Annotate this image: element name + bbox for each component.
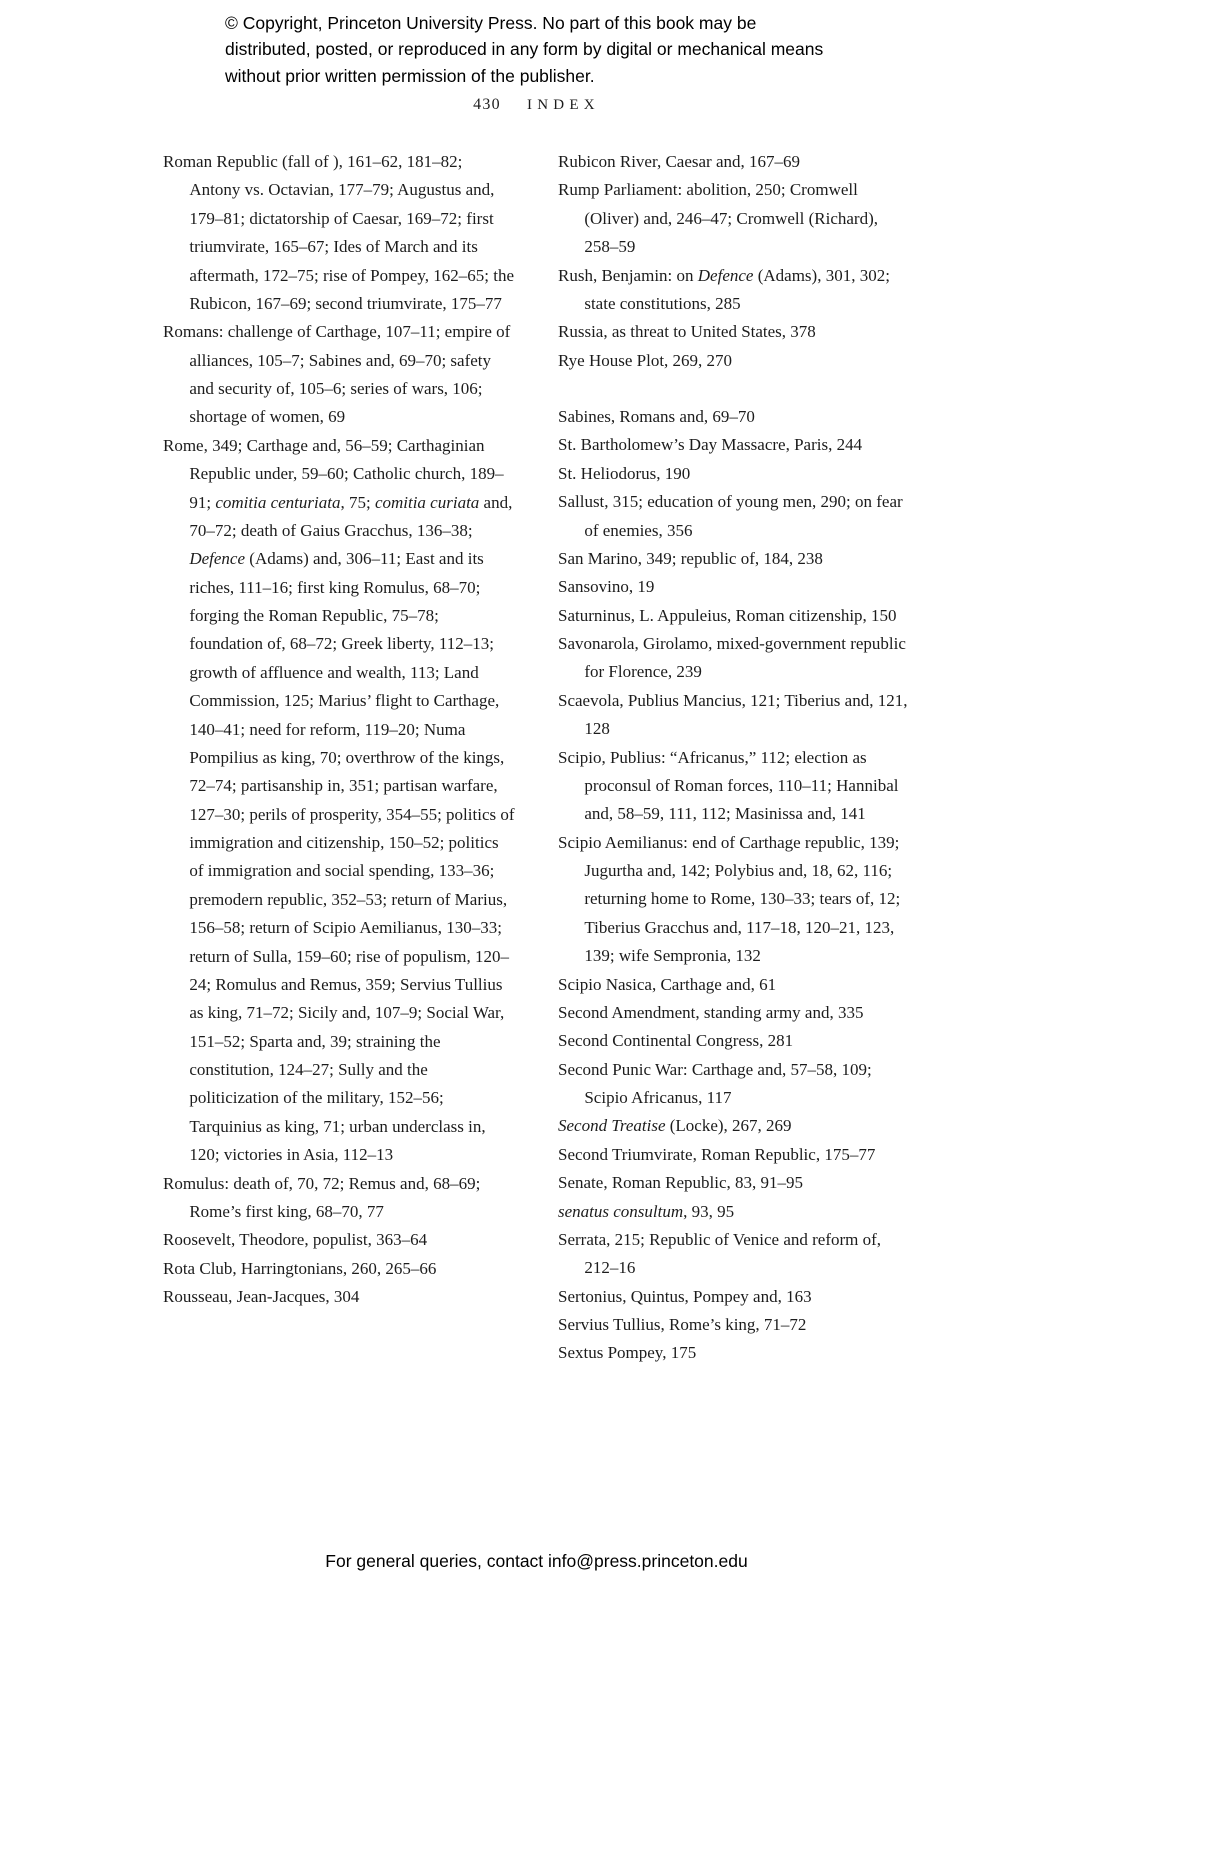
index-entry-text: Serrata, 215; Republic of Venice and reform of, 212–16 [558,1229,882,1278]
index-entry-text: Sansovino, 19 [558,577,655,597]
index-entry [558,687,910,744]
index-entry [558,630,910,687]
footer-query-note: For general queries, contact info@press.princeton.edu [325,1551,748,1571]
index-entry-text: Rubicon River, Caesar and, 167–69 [558,152,800,171]
copyright-notice: © Copyright, Princeton University Press. No part of this book may be distributed, posted, or reproduced in any form by digital or mechanical means without prior written permission of the publisher. [225,13,824,86]
index-entry-text: Romulus: death of, 70, 72; Remus and, 68–69; Rome’s first king, 68–70, 77 [163,1173,481,1221]
index-entry [558,1027,910,1055]
index-entry [558,431,910,459]
index-columns [163,148,910,1368]
index-entry-text: Second Amendment, standing army and, 335 [558,1002,864,1022]
index-entry-text: Rye House Plot, 269, 270 [558,350,733,370]
index-entry-text: Saturninus, L. Appuleius, Roman citizenship, 150 [558,605,897,625]
index-entry-text: Sabines, Romans and, 69–70 [558,407,755,426]
index-entry-italic-text: comitia centuriata [215,492,341,512]
index-entry-text: (Adams), 301, 302; state constitutions, 285 [584,265,890,313]
index-entry-text: Sertonius, Quintus, Pompey and, 163 [558,1286,812,1306]
index-entry [558,148,910,176]
index-entry [558,1141,910,1169]
index-entry-text: and, 70–72; death of Gaius Gracchus, 136–38; [189,492,513,540]
index-entry-text: Scipio Aemilianus: end of Carthage republic, 139; Jugurtha and, 142; Polybius and, 18, 62, 116; returning home to Rome, 130–33; tears of, 12; Tiberius Gracchus and, 117–18, 120–21, 123, 139; wife Sempronia, 132 [558,832,901,966]
index-entry-text: Scipio, Publius: “Africanus,” 112; election as proconsul of Roman forces, 110–11; Hannibal and, 58–59, 111, 112; Masinissa and, 141 [558,747,899,824]
index-entry [163,1283,515,1311]
index-entry [558,1112,910,1140]
index-entry-text: St. Bartholomew’s Day Massacre, Paris, 244 [558,435,863,455]
page-header [163,96,910,114]
index-entry [558,829,910,971]
index-entry-italic-text: Second Treatise [558,1116,666,1136]
index-entry-text: Savonarola, Girolamo, mixed-government republic for Florence, 239 [558,634,906,682]
index-entry-text: Second Punic War: Carthage and, 57–58, 109; Scipio Africanus, 117 [558,1059,872,1107]
index-entry [163,318,515,432]
index-entry [558,1311,910,1339]
index-entry-italic-text: comitia curiata [374,492,480,512]
index-entry [558,1339,910,1367]
index-left-column [163,148,515,1368]
index-entry [558,403,910,431]
index-entry [558,318,910,346]
index-entry [558,1169,910,1197]
index-entry [558,460,910,488]
index-entry [558,488,910,545]
index-entry [558,1283,910,1311]
index-entry-italic-text: Defence [697,265,754,285]
index-entry [163,1170,515,1227]
index-entry [558,262,910,319]
index-entry [163,1255,515,1283]
index-entry [163,1226,515,1254]
index-entry-text: St. Heliodorus, 190 [558,463,691,483]
index-entry [558,1198,910,1226]
index-entry [558,347,910,375]
section-title: INDEX [526,97,600,113]
index-entry-text: , 75; [340,492,375,512]
index-right-column [558,148,910,1368]
index-entry-text: Romans: challenge of Carthage, 107–11; empire of alliances, 105–7; Sabines and, 69–70; safety and security of, 105–6; series of wars, 106; shortage of women, 69 [163,322,511,427]
index-entry-text: Rump Parliament: abolition, 250; Cromwell (Oliver) and, 246–47; Cromwell (Richard), 258–59 [558,180,878,257]
index-entry [558,176,910,261]
index-entry-text: Scipio Nasica, Carthage and, 61 [558,974,777,994]
index-entry [558,971,910,999]
index-entry-italic-text: senatus consultum [558,1201,684,1221]
index-entry [558,545,910,573]
index-entry [163,148,515,318]
index-entry [558,602,910,630]
index-entry [558,999,910,1027]
index-entry-text: Sallust, 315; education of young men, 290; on fear of enemies, 356 [558,492,903,540]
index-entry [558,573,910,601]
index-entry [163,432,515,1170]
index-entry-text: Scaevola, Publius Mancius, 121; Tiberius and, 121, 128 [558,690,908,739]
index-entry-text: Second Continental Congress, 281 [558,1031,794,1051]
index-entry-text: (Adams) and, 306–11; East and its riches, 111–16; first king Romulus, 68–70; forging the Roman Republic, 75–78; foundation of, 68–72; Greek liberty, 112–13; growth of affluence and wealth, 113; Land Commission, 125; Marius’ flight to Carthage, 140–41; need for reform, 119–20; Numa Pompilius as king, 70; overthrow of the kings, 72–74; partisanship in, 351; partisan warfare, 127–30; perils of prosperity, 354–55; politics of immigration and citizenship, 150–52; politics of immigration and social spending, 133–36; premodern republic, 352–53; return of Marius, 156–58; return of Scipio Aemilianus, 130–33; return of Sulla, 159–60; rise of populism, 120–24; Romulus and Remus, 359; Servius Tullius as king, 71–72; Sicily and, 107–9; Social War, 151–52; Sparta and, 39; straining the constitution, 124–27; Sully and the politicization of the military, 152–56; Tarquinius as king, 71; urban underclass in, 120; victories in Asia, 112–13 [189,549,515,1165]
index-entry [558,744,910,829]
page-number: 430 [473,96,501,113]
index-entry-text: , 93, 95 [683,1201,735,1221]
index-entry-text: (Locke), 267, 269 [665,1116,792,1136]
index-entry-text: Sextus Pompey, 175 [558,1343,697,1363]
index-entry-text: Servius Tullius, Rome’s king, 71–72 [558,1315,807,1334]
index-entry-text: Senate, Roman Republic, 83, 91–95 [558,1173,804,1193]
index-entry-text: Rush, Benjamin: on [558,265,698,285]
index-entry-text: Roosevelt, Theodore, populist, 363–64 [163,1230,428,1250]
index-entry-text: Rota Club, Harringtonians, 260, 265–66 [163,1258,437,1278]
index-entry [558,1056,910,1113]
index-entry-text: Rousseau, Jean-Jacques, 304 [163,1287,360,1306]
index-entry-text: Second Triumvirate, Roman Republic, 175–77 [558,1144,876,1164]
index-entry [558,1226,910,1283]
index-entry-text: Rome, 349; Carthage and, 56–59; Carthaginian Republic under, 59–60; Catholic church, 189–91; [163,435,504,512]
index-entry-text: Russia, as threat to United States, 378 [558,322,816,342]
index-entry-italic-text: Defence [189,549,246,569]
index-entry-text: San Marino, 349; republic of, 184, 238 [558,548,823,568]
index-entry-text: Roman Republic (fall of ), 161–62, 181–82; Antony vs. Octavian, 177–79; Augustus and, 179–81; dictatorship of Caesar, 169–72; first triumvirate, 165–67; Ides of March and its aftermath, 172–75; rise of Pompey, 162–65; the Rubicon, 167–69; second triumvirate, 175–77 [163,152,515,313]
